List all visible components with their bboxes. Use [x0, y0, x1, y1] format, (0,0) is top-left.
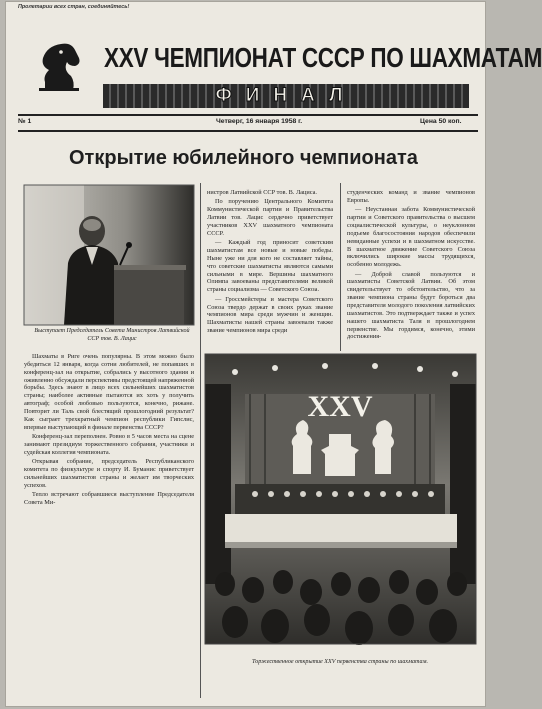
col1-paragraph-2: Конференц-зал переполнен. Ровно в 5 часов места на сцене занимают президиум торжественного собрания, участники и судейская коллегия чемпионата. — [24, 433, 194, 456]
speaker-photo-caption: Выступает Председатель Совета Министров Латвийской ССР тов. В. Лацис — [34, 328, 190, 342]
col3-paragraph-3: — Доброй славой пользуются и шахматисты Советской Латвии. Об этом свидетельствует то обстоятельство, что за звание чемпиона страны будут бороться два представителя молодого поколения латвийских шахматистов. Это подтверждает также и успех нашего шахматиста Таля в прошлогоднем первенстве. Мы гордимся, конечно, этими достижения- — [347, 270, 475, 341]
col3-paragraph-2: — Неустанная забота Коммунистической партии и Советского правительства о высшем социалистической культуры, о неуклонном подъеме благосостояния народов обеспечили невиданные успехи и в шахматном искусстве. В шахматное движение Советского Союза включились широкие массы трудящихся, особенно молодежь. — [347, 206, 475, 269]
col1-paragraph-4: Тепло встречают собравшиеся выступление Председателя Совета Ми- — [24, 491, 194, 506]
xxv-banner-text: XXV — [307, 390, 373, 423]
article-column-3 — [347, 189, 475, 353]
article-column-2 — [207, 189, 333, 353]
final-banner-text: ФИНАЛ — [215, 85, 357, 106]
masthead-motto: Пролетарии всех стран, соединяйтесь! — [18, 4, 130, 10]
col2-paragraph-1: нистров Латвийской ССР тов. В. Лациса. — [207, 189, 318, 196]
chess-knight-icon — [23, 36, 101, 92]
issue-date: Четверг, 16 января 1958 г. — [216, 118, 303, 125]
article-headline: Открытие юбилейного чемпионата — [69, 147, 418, 169]
col1-paragraph-1: Шахматы в Риге очень популярны. В этом можно было убедиться 12 января, когда сотни любителей, не попавших в конференц-зал на открытие, собрались у высотного здания и оживленно обсуждали перспективы предстоящей напряженной борьбы. Здесь знают в лицо всех сильнейших шахматистов страны; наиболее активные пытаются их хоть у получить автограф; особой любовью пользуются, конечно, рижане. Повторит ли Таль свой блестящий прошлогодний результат? Как сыграет трехкратный чемпион республики Гипслис, впервые выступающий в финале первенства СССР? — [24, 353, 194, 431]
col1-paragraph-3: Открывая собрание, председатель Республиканского комитета по физкультуре и спорту И. Буманис приветствует сильнейших шахматистов страны и желает им творческих успехов. — [24, 458, 194, 489]
col3-paragraph-1: студенческих команд и звание чемпионов Европы. — [347, 189, 475, 204]
col2-paragraph-2: По поручению Центрального Комитета Коммунистической партии и Правительства Латвии тов. Лацис сердечно приветствует участников XXV шахматного чемпионата СССР. — [207, 198, 333, 237]
col2-paragraph-3: — Каждый год приносит советским шахматистам все новые и новые победы. Ныне уже ни для кого не составляет тайны, что советские шахматисты являются самыми сильными в мире. Вершины шахматного Олимпа завоеваны представителями великой страны социализма — Советского Союза. — [207, 239, 333, 294]
column-divider-1 — [200, 183, 201, 698]
newspaper-page — [6, 2, 542, 706]
issue-price: Цена 50 коп. — [420, 118, 462, 125]
article-column-1 — [24, 353, 194, 691]
col2-paragraph-4: — Гроссмейстеры и мастера Советского Союза твердо держат в своих руках звание чемпионов мира среди мужчин и женщин. Шахматисты нашей страны завоевали также звание чемпионов мира среди — [207, 295, 333, 335]
ceremony-photo-caption: Торжественное открытие XXV первенства страны по шахматам. — [252, 659, 428, 665]
opening-ceremony-photo — [205, 354, 476, 644]
issue-line-rule — [18, 130, 478, 132]
speaker-photo — [24, 185, 194, 325]
issue-number: № 1 — [18, 118, 32, 125]
top-rule — [18, 114, 478, 116]
column-divider-2 — [340, 183, 341, 351]
masthead-title: XXV ЧЕМПИОНАТ СССР ПО ШАХМАТАМ — [104, 41, 542, 73]
